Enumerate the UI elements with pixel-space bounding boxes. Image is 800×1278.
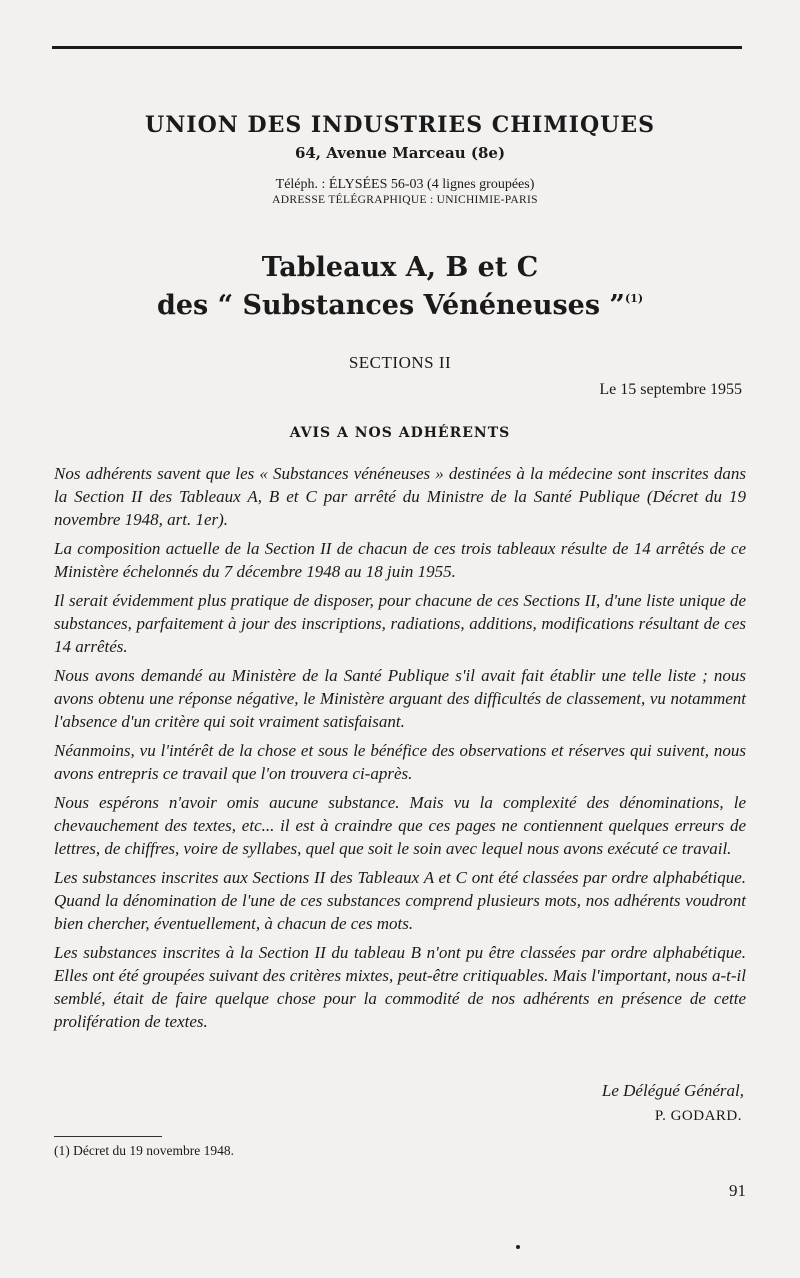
title-line-1: Tableaux A, B et C (261, 252, 539, 283)
header-rule (52, 46, 742, 49)
signature-role: Le Délégué Général, (601, 1081, 744, 1100)
title-line-2 (0, 290, 800, 321)
paragraph: Nous avons demandé au Ministère de la Santé Publique s'il avait fait établir une telle liste ; nous avons obtenu une réponse négative, le Ministère arguant des difficultés de classement, vu notamment l'absence d'un critère qui soit vraiment satisfaisant. (54, 666, 746, 731)
organization-name: UNION DES INDUSTRIES CHIMIQUES (145, 112, 655, 138)
title-line-2-text: des “ Substances Vénéneuses ” (156, 290, 625, 321)
paragraph: Néanmoins, vu l'intérêt de la chose et sous le bénéfice des observations et réserves qui suivent, nous avons entrepris ce travail que l'on trouvera ci-après. (54, 741, 746, 783)
organization-phone: Téléph. : ÉLYSÉES 56-03 (4 lignes groupées) (275, 177, 535, 192)
notice-body (54, 462, 746, 1039)
paragraph: La composition actuelle de la Section II de chacun de ces trois tableaux résulte de 14 arrêtés de ce Ministère échelonnés du 7 décembre 1948 au 18 juin 1955. (54, 539, 746, 581)
footnote-marker: (1) (624, 292, 644, 305)
footnote: (1) Décret du 19 novembre 1948. (54, 1143, 234, 1158)
footnote-rule (54, 1136, 162, 1137)
paragraph: Nous espérons n'avoir omis aucune substance. Mais vu la complexité des dénominations, le chevauchement des textes, etc... il est à craindre que ces pages ne contiennent quelques erreurs de lettres, de chiffres, voire de syllabes, quel que soit le soin avec lequel nous avons exécuté ce travail. (54, 793, 746, 858)
paragraph: Il serait évidemment plus pratique de disposer, pour chacune de ces Sections II, d'une liste unique de substances, parfaitement à jour des inscriptions, radiations, additions, modifications résultant de ces 14 arrêtés. (54, 591, 746, 656)
signature-name: P. GODARD. (654, 1108, 742, 1124)
paragraph: Les substances inscrites à la Section II du tableau B n'ont pu être classées par ordre alphabétique. Elles ont été groupées suivant des critères mixtes, peut-être critiquables. Mais l'important, nous a-t-il semblé, était de faire quelque chose pour la commodité de nos adhérents en présence de cette prolifération de textes. (54, 943, 746, 1031)
notice-heading: AVIS A NOS ADHÉRENTS (289, 425, 511, 441)
page-number: 91 (729, 1181, 746, 1200)
paragraph: Nos adhérents savent que les « Substances vénéneuses » destinées à la médecine sont inscrites dans la Section II des Tableaux A, B et C par arrêté du Ministre de la Santé Publique (Décret du 19 novembre 1948, art. 1er). (54, 464, 746, 529)
organization-address: 64, Avenue Marceau (8e) (294, 144, 506, 162)
organization-telegraph: ADRESSE TÉLÉGRAPHIQUE : UNICHIMIE-PARIS (272, 194, 538, 206)
document-date: Le 15 septembre 1955 (599, 381, 742, 398)
section-title: SECTIONS II (348, 353, 452, 372)
paragraph: Les substances inscrites aux Sections II des Tableaux A et C ont été classées par ordre alphabétique. Quand la dénomination de l'une de ces substances comprend plusieurs mots, nos adhérents voudront bien chercher, éventuellement, à chacun de ces mots. (54, 868, 746, 933)
print-mark (516, 1245, 520, 1249)
